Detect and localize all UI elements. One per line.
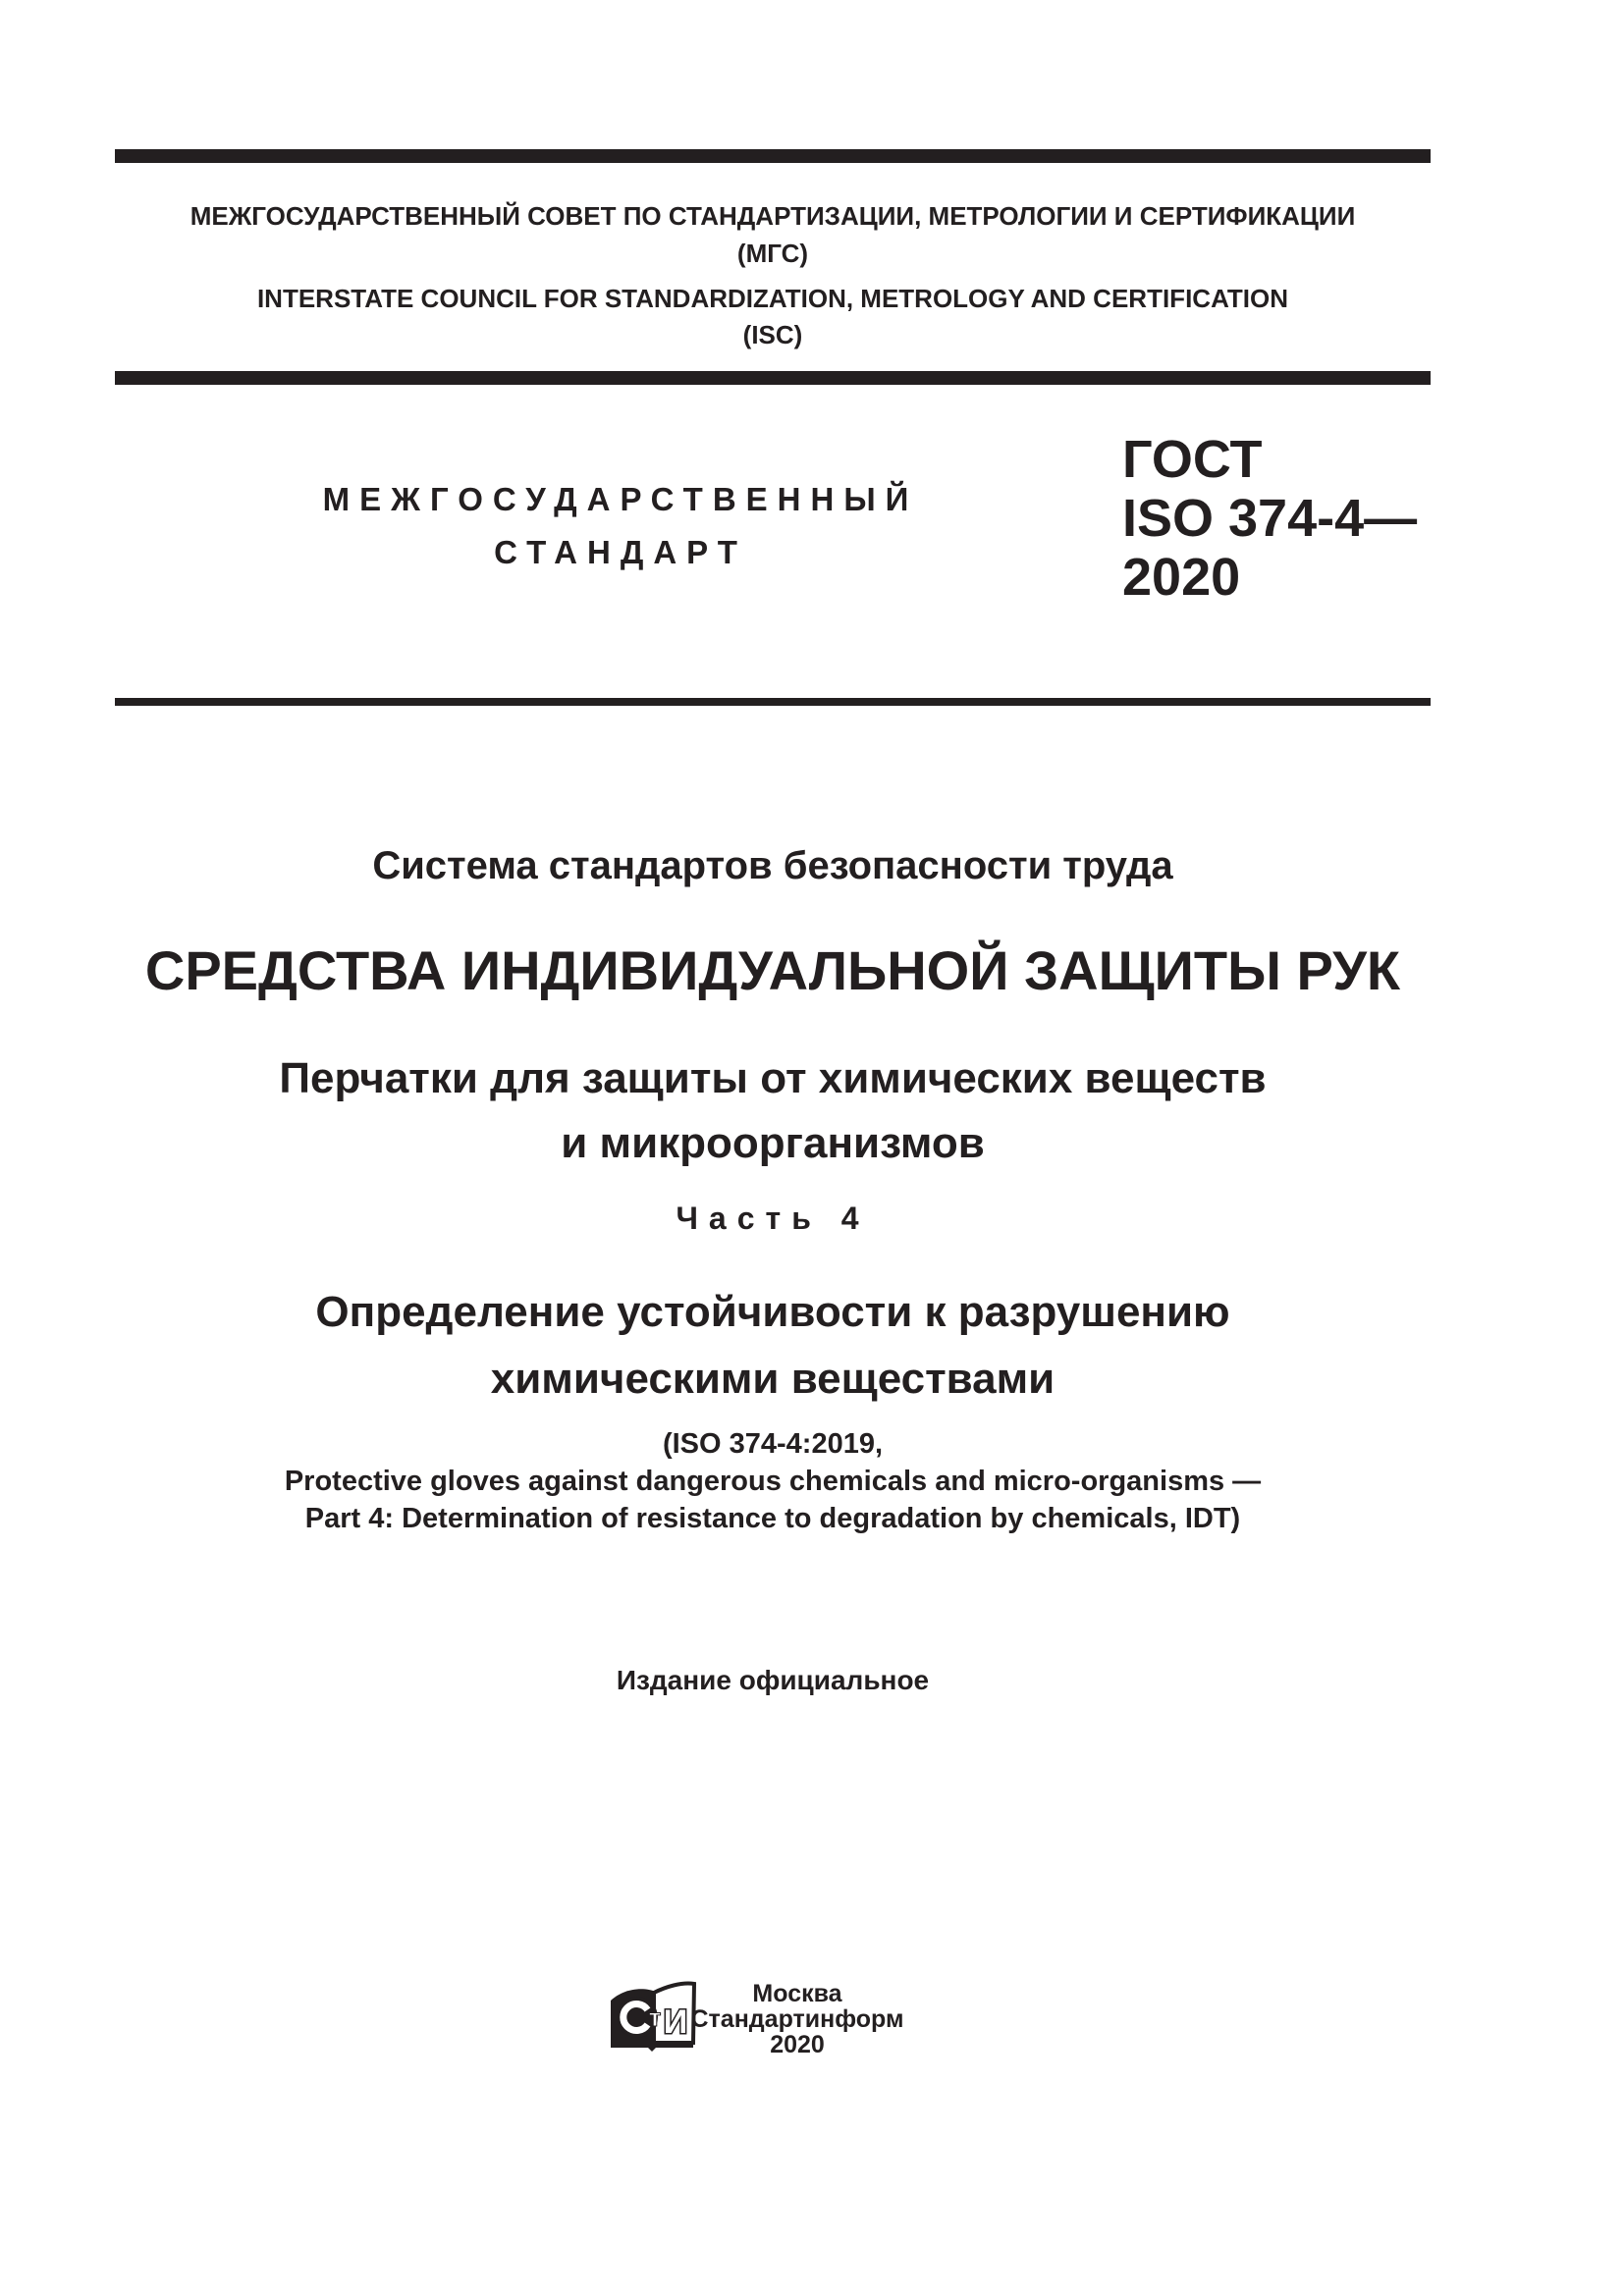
iso-reference-line1: (ISO 374-4:2019, [662,1428,884,1460]
logo-letter-i: И [663,2003,688,2041]
standard-designation [1122,430,1431,607]
lower-rule [115,698,1431,706]
iso-reference-line3: Part 4: Determination of resistance to degradation by chemicals, IDT) [304,1503,1241,1534]
org-name-en: INTERSTATE COUNCIL FOR STANDARDIZATION, METROLOGY AND CERTIFICATION [256,284,1289,313]
imprint-publisher: Стандартинформ [690,2005,904,2033]
imprint [679,1981,915,2057]
imprint-city: Москва [752,1980,842,2007]
part-title [115,1279,1431,1413]
part-label: Часть 4 [676,1201,870,1236]
standard-type-label [115,473,1126,579]
imprint-year: 2020 [770,2031,825,2058]
designation-prefix: ГОСТ [1122,430,1263,489]
designation-number: ISO 374-4— [1122,489,1418,548]
subtitle-line1: Перчатки для защиты от химических веществ [279,1054,1267,1102]
part-title-line2: химическими веществами [490,1355,1056,1403]
standard-type-line2: СТАНДАРТ [494,534,747,570]
standards-system-title: Система стандартов безопасности труда [372,844,1173,887]
iso-reference [115,1425,1431,1537]
iso-reference-line2: Protective gloves against dangerous chemicals and micro-organisms — [284,1466,1262,1497]
logo-letter-t: т [648,2002,662,2032]
subtitle [115,1046,1431,1176]
middle-rule [115,371,1431,385]
org-name-ru: МЕЖГОСУДАРСТВЕННЫЙ СОВЕТ ПО СТАНДАРТИЗАЦИИ, МЕТРОЛОГИИ И СЕРТИФИКАЦИИ [189,201,1356,231]
top-rule [115,149,1431,163]
official-edition-note: Издание официальное [616,1665,930,1695]
page-content [115,0,1431,2296]
designation-year: 2020 [1122,548,1241,607]
part-title-line1: Определение устойчивости к разрушению [315,1288,1230,1336]
org-abbr-en: (ISC) [742,320,803,349]
main-title: СРЕДСТВА ИНДИВИДУАЛЬНОЙ ЗАЩИТЫ РУК [144,939,1401,1001]
standard-type-line1: МЕЖГОСУДАРСТВЕННЫЙ [322,481,919,517]
org-abbr-ru: (МГС) [736,239,809,268]
subtitle-line2: и микроорганизмов [561,1119,985,1167]
